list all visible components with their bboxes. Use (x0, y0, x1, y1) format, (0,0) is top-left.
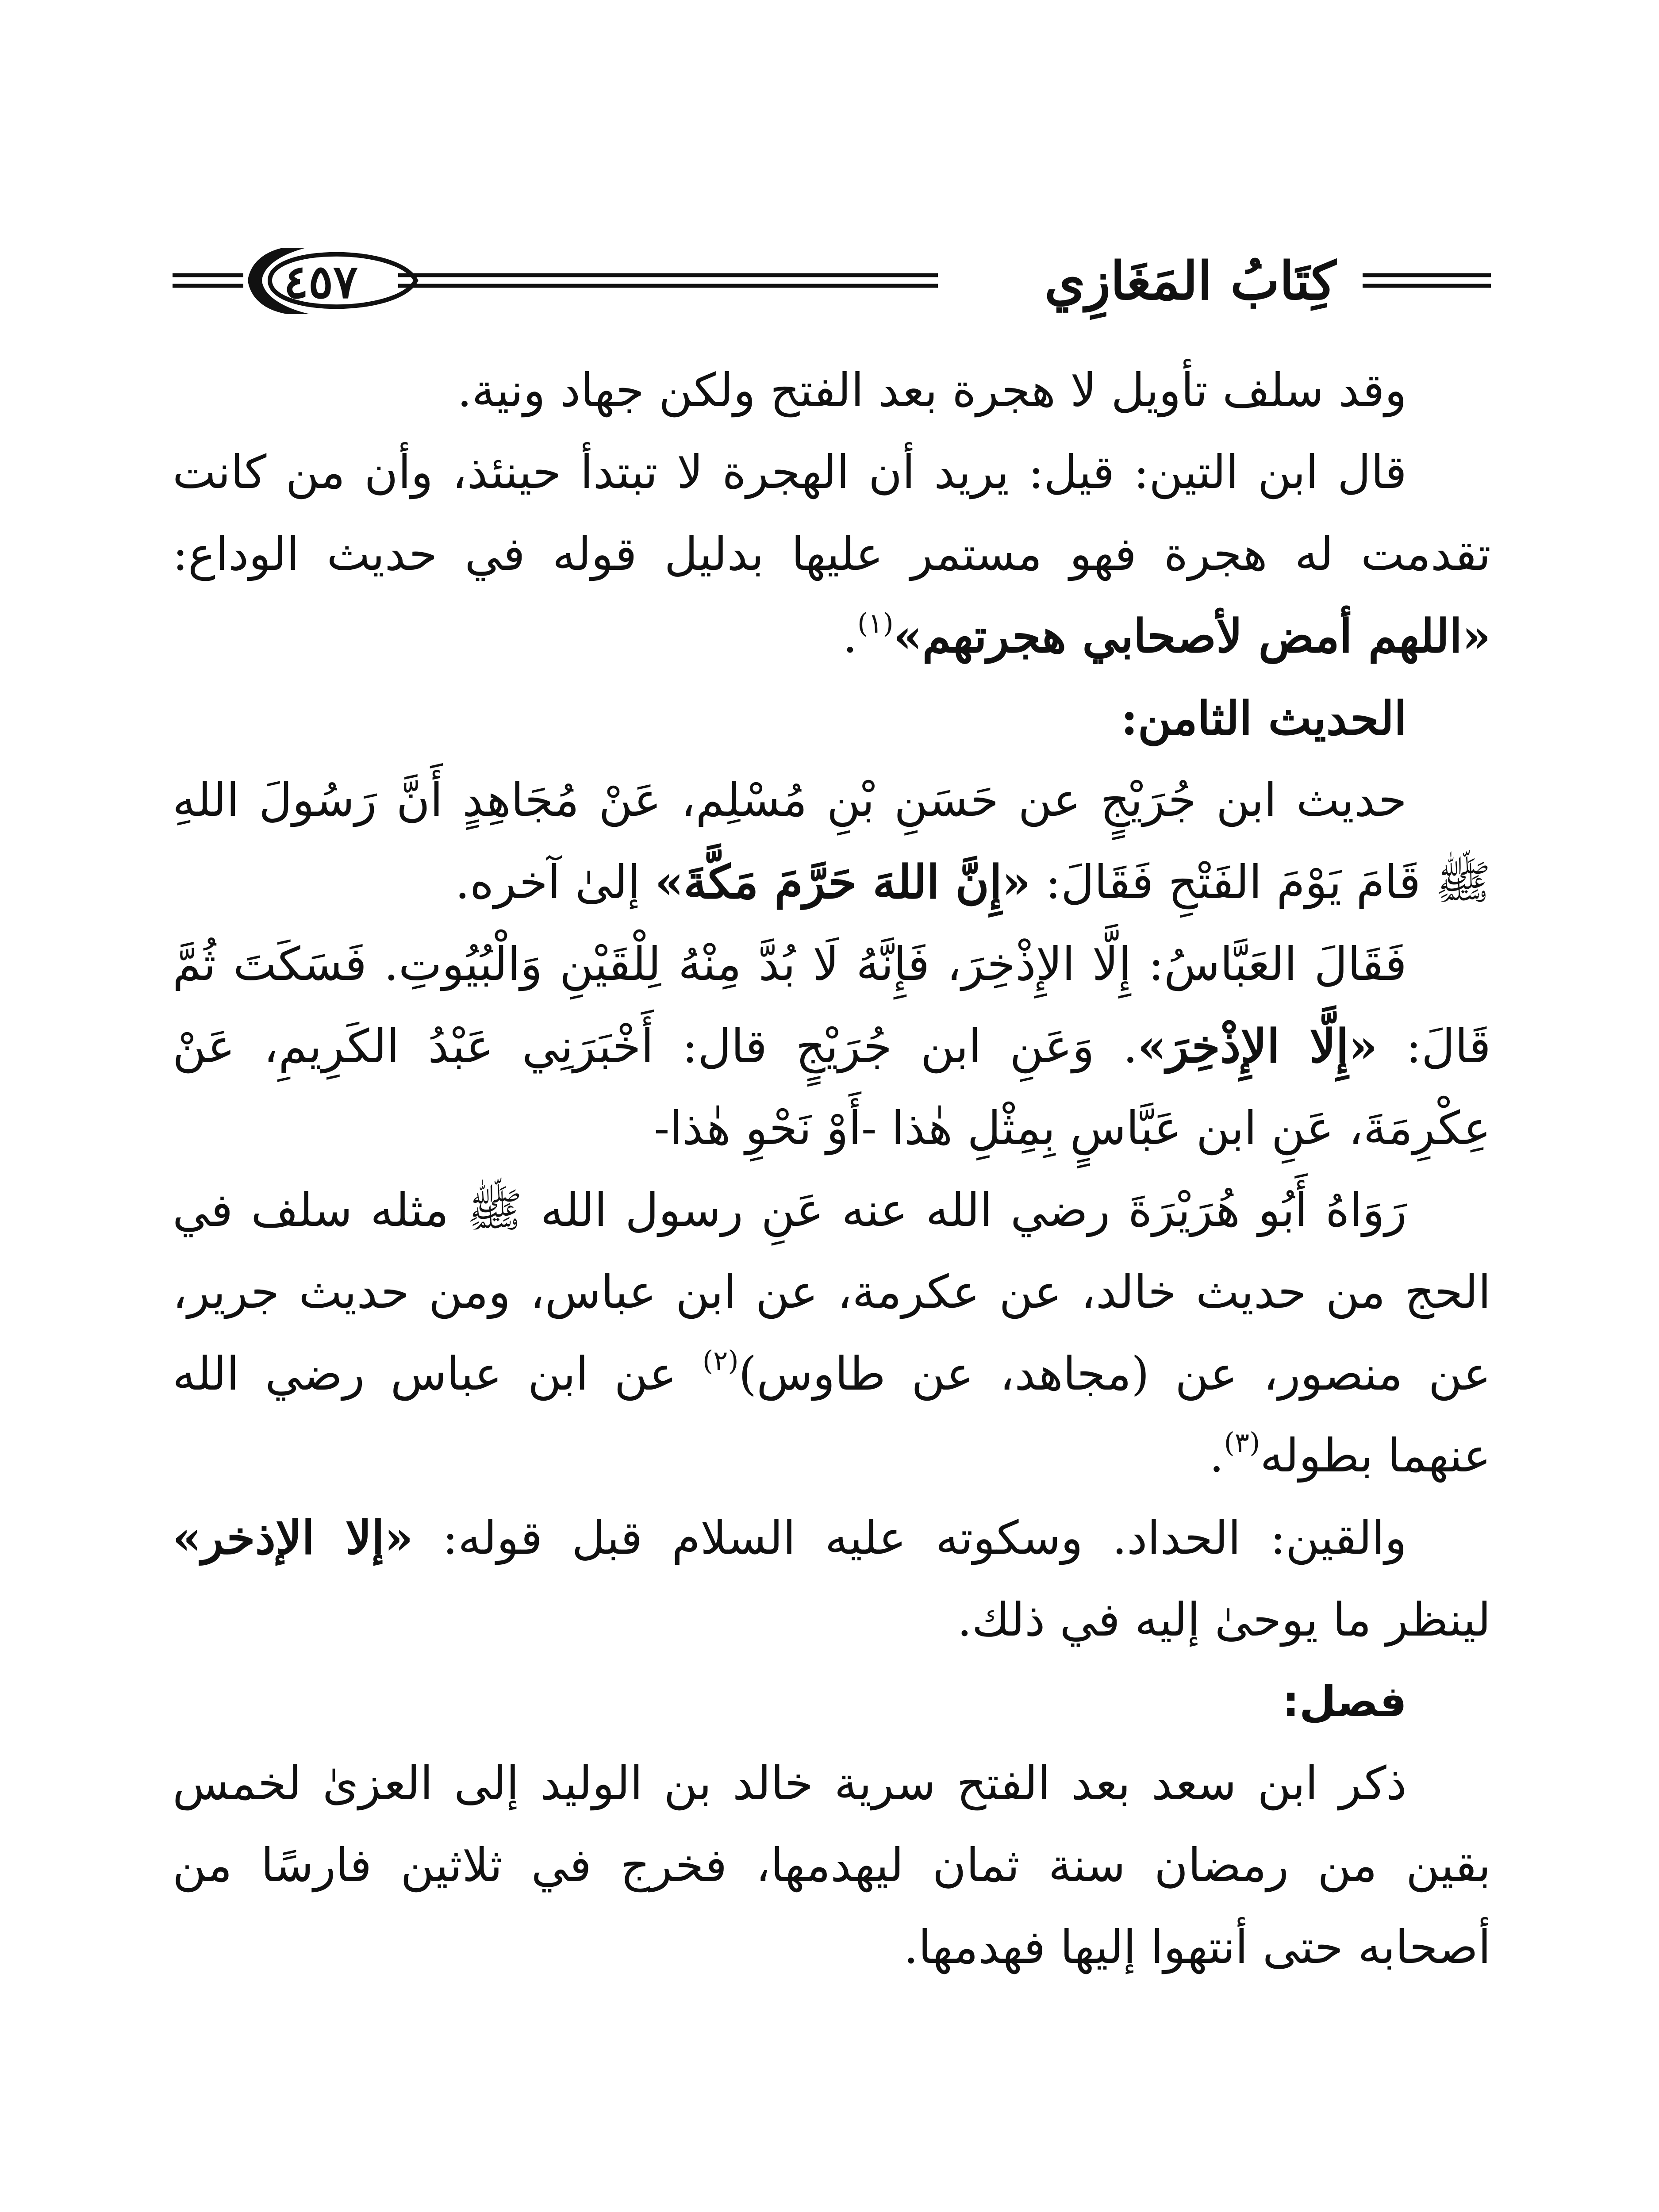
paragraph-5-text: رَوَاهُ أَبُو هُرَيْرَةَ رضي الله عنه عَنِ رسول الله ﷺ مثله سلف في الحج من حديث خالد، عن عكرمة، عن ابن عباس، ومن حديث جرير، عن منصور، عن (مجاهد، عن طاوس) (173, 1183, 1491, 1401)
paragraph-5-text-2: عن ابن عباس رضي الله عنهما بطوله (173, 1347, 1491, 1482)
paragraph-6-end: لينظر ما يوحىٰ إليه في ذلك. (957, 1593, 1491, 1647)
paragraph-4-end: . وَعَنِ ابن جُرَيْجٍ قال: أَخْبَرَنِي عَبْدُ الكَرِيمِ، عَنْ عِكْرِمَةَ، عَنِ ابن عَبَّاسٍ بِمِثْلِ هٰذا -أَوْ نَحْوِ هٰذا- (173, 1019, 1491, 1155)
paragraph-6-text: والقين: الحداد. وسكوته عليه السلام قبل قوله: (413, 1511, 1407, 1565)
section-heading-fasl: فصل: (1282, 1677, 1407, 1726)
paragraph-4-text: فَقَالَ العَبَّاسُ: إِلَّا الإِذْخِرَ، فَإِنَّهُ لَا بُدَّ مِنْهُ لِلْقَيْنِ وَالْبُيُوتِ. فَسَكَتَ ثُمَّ قَالَ: (173, 937, 1491, 1073)
paragraph-3-text: حديث ابن جُرَيْجٍ عن حَسَنِ بْنِ مُسْلِم، عَنْ مُجَاهِدٍ أَنَّ رَسُولَ اللهِ ﷺ قَامَ يَوْمَ الفَتْحِ فَقَالَ: (173, 773, 1491, 909)
footnote-ref-3: (٣) (1224, 1426, 1260, 1459)
paragraph-2-end: . (842, 609, 857, 663)
page-header (168, 248, 1495, 314)
paragraph-7 (173, 1743, 1491, 1988)
paragraph-2 (173, 431, 1491, 677)
paragraph-3-bold-quote: «إِنَّ اللهَ حَرَّمَ مَكَّةَ» (655, 855, 1031, 909)
paragraph-2-bold-quote: «اللهم أمض لأصحابي هجرتهم» (893, 609, 1491, 663)
paragraph-7-text: ذكر ابن سعد بعد الفتح سرية خالد بن الوليد إلى العزىٰ لخمس بقين من رمضان سنة ثمان ليهدمها، فخرج في ثلاثين فارسًا من أصحابه حتى أنتهوا إليها فهدمها. (173, 1756, 1491, 1974)
paragraph-5-end: . (1209, 1429, 1224, 1482)
paragraph-4-bold-quote: «إِلَّا الإِذْخِرَ» (1137, 1019, 1378, 1073)
section-heading-hadith-8: الحديث الثامن: (1121, 691, 1407, 745)
page-number-cartouche (234, 240, 407, 324)
paragraph-5 (173, 1169, 1491, 1497)
paragraph-1-text: وقد سلف تأويل لا هجرة بعد الفتح ولكن جهاد ونية. (457, 363, 1407, 417)
chapter-title: كِتَابُ المَغَازِي (1044, 250, 1336, 311)
footnote-ref-2: (٢) (702, 1344, 739, 1377)
main-text (173, 349, 1491, 1988)
paragraph-2-text: قال ابن التين: قيل: يريد أن الهجرة لا تبتدأ حينئذ، وأن من كانت تقدمت له هجرة فهو مستمر عليها بدليل قوله في حديث الوداع: (173, 445, 1491, 581)
page-number: ٤٥٧ (284, 254, 358, 309)
footnote-ref-1: (١) (857, 607, 894, 639)
paragraph-1 (173, 349, 1491, 431)
paragraph-3 (173, 759, 1491, 923)
paragraph-6 (173, 1497, 1491, 1661)
paragraph-6-bold-quote: «إلا الإذخر» (173, 1510, 413, 1565)
paragraph-4 (173, 923, 1491, 1169)
paragraph-3-end: إلىٰ آخره. (455, 855, 655, 909)
